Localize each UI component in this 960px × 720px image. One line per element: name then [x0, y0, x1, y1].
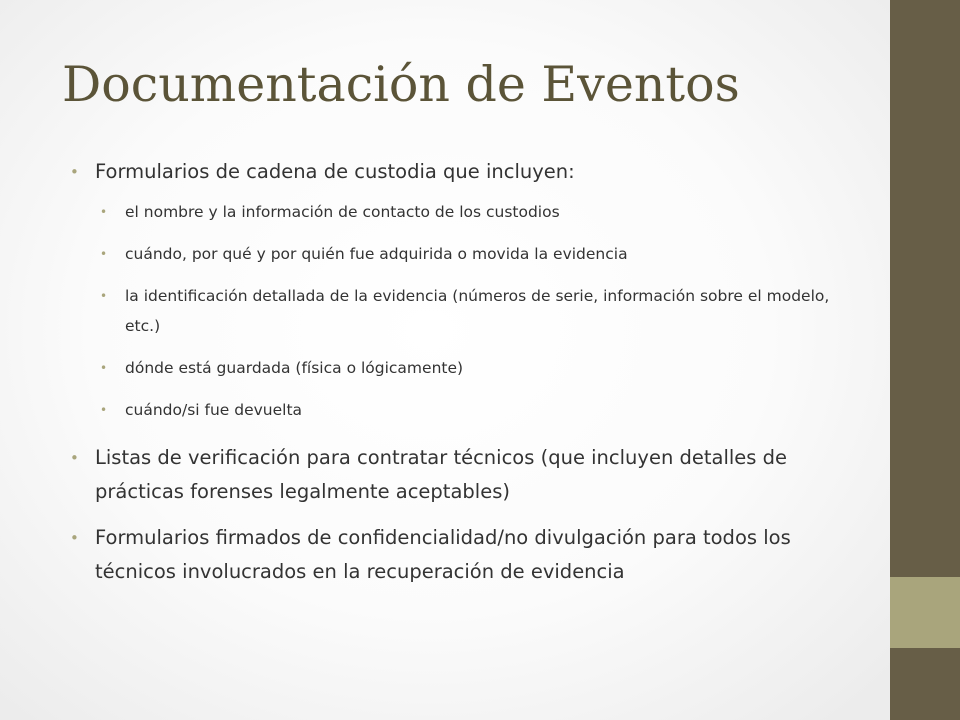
sidebar-accent-block: [890, 577, 960, 648]
sub-bullet-item: [100, 281, 860, 341]
sub-bullet-text: cuándo, por qué y por quién fue adquirida o movida la evidencia: [125, 245, 628, 263]
bullet-dot-icon: •: [100, 205, 108, 219]
bullet-item-chain-of-custody: [70, 155, 860, 189]
bullet-text: Formularios firmados de confidencialidad/no divulgación para todos los técnicos involucrados en la recuperación de evidencia: [95, 526, 791, 583]
bullet-dot-icon: •: [70, 449, 79, 467]
bullet-item-signed-forms: [70, 521, 860, 589]
sub-bullet-item: [100, 353, 860, 383]
sub-bullet-text: dónde está guardada (física o lógicamente): [125, 359, 464, 377]
bullet-item-checklists: [70, 441, 860, 509]
bullet-dot-icon: •: [70, 163, 79, 181]
slide-title: Documentación de Eventos: [62, 56, 740, 113]
sub-bullet-text: la identificación detallada de la evidencia (números de serie, información sobre el modelo, etc.): [125, 287, 830, 335]
sub-bullet-item: [100, 395, 860, 425]
bullet-dot-icon: •: [100, 403, 108, 417]
sub-bullet-item: [100, 239, 860, 269]
sub-bullet-text: cuándo/si fue devuelta: [125, 401, 303, 419]
sub-bullet-text: el nombre y la información de contacto de los custodios: [125, 203, 560, 221]
bullet-dot-icon: •: [100, 361, 108, 375]
bullet-text: Formularios de cadena de custodia que incluyen:: [95, 160, 575, 183]
bullet-dot-icon: •: [100, 247, 108, 261]
bullet-list: [70, 155, 860, 601]
sub-bullet-list: [100, 197, 860, 425]
bullet-dot-icon: •: [100, 289, 108, 303]
sub-bullet-item: [100, 197, 860, 227]
bullet-dot-icon: •: [70, 529, 79, 547]
bullet-text: Listas de verificación para contratar técnicos (que incluyen detalles de prácticas forenses legalmente aceptables): [95, 446, 788, 503]
